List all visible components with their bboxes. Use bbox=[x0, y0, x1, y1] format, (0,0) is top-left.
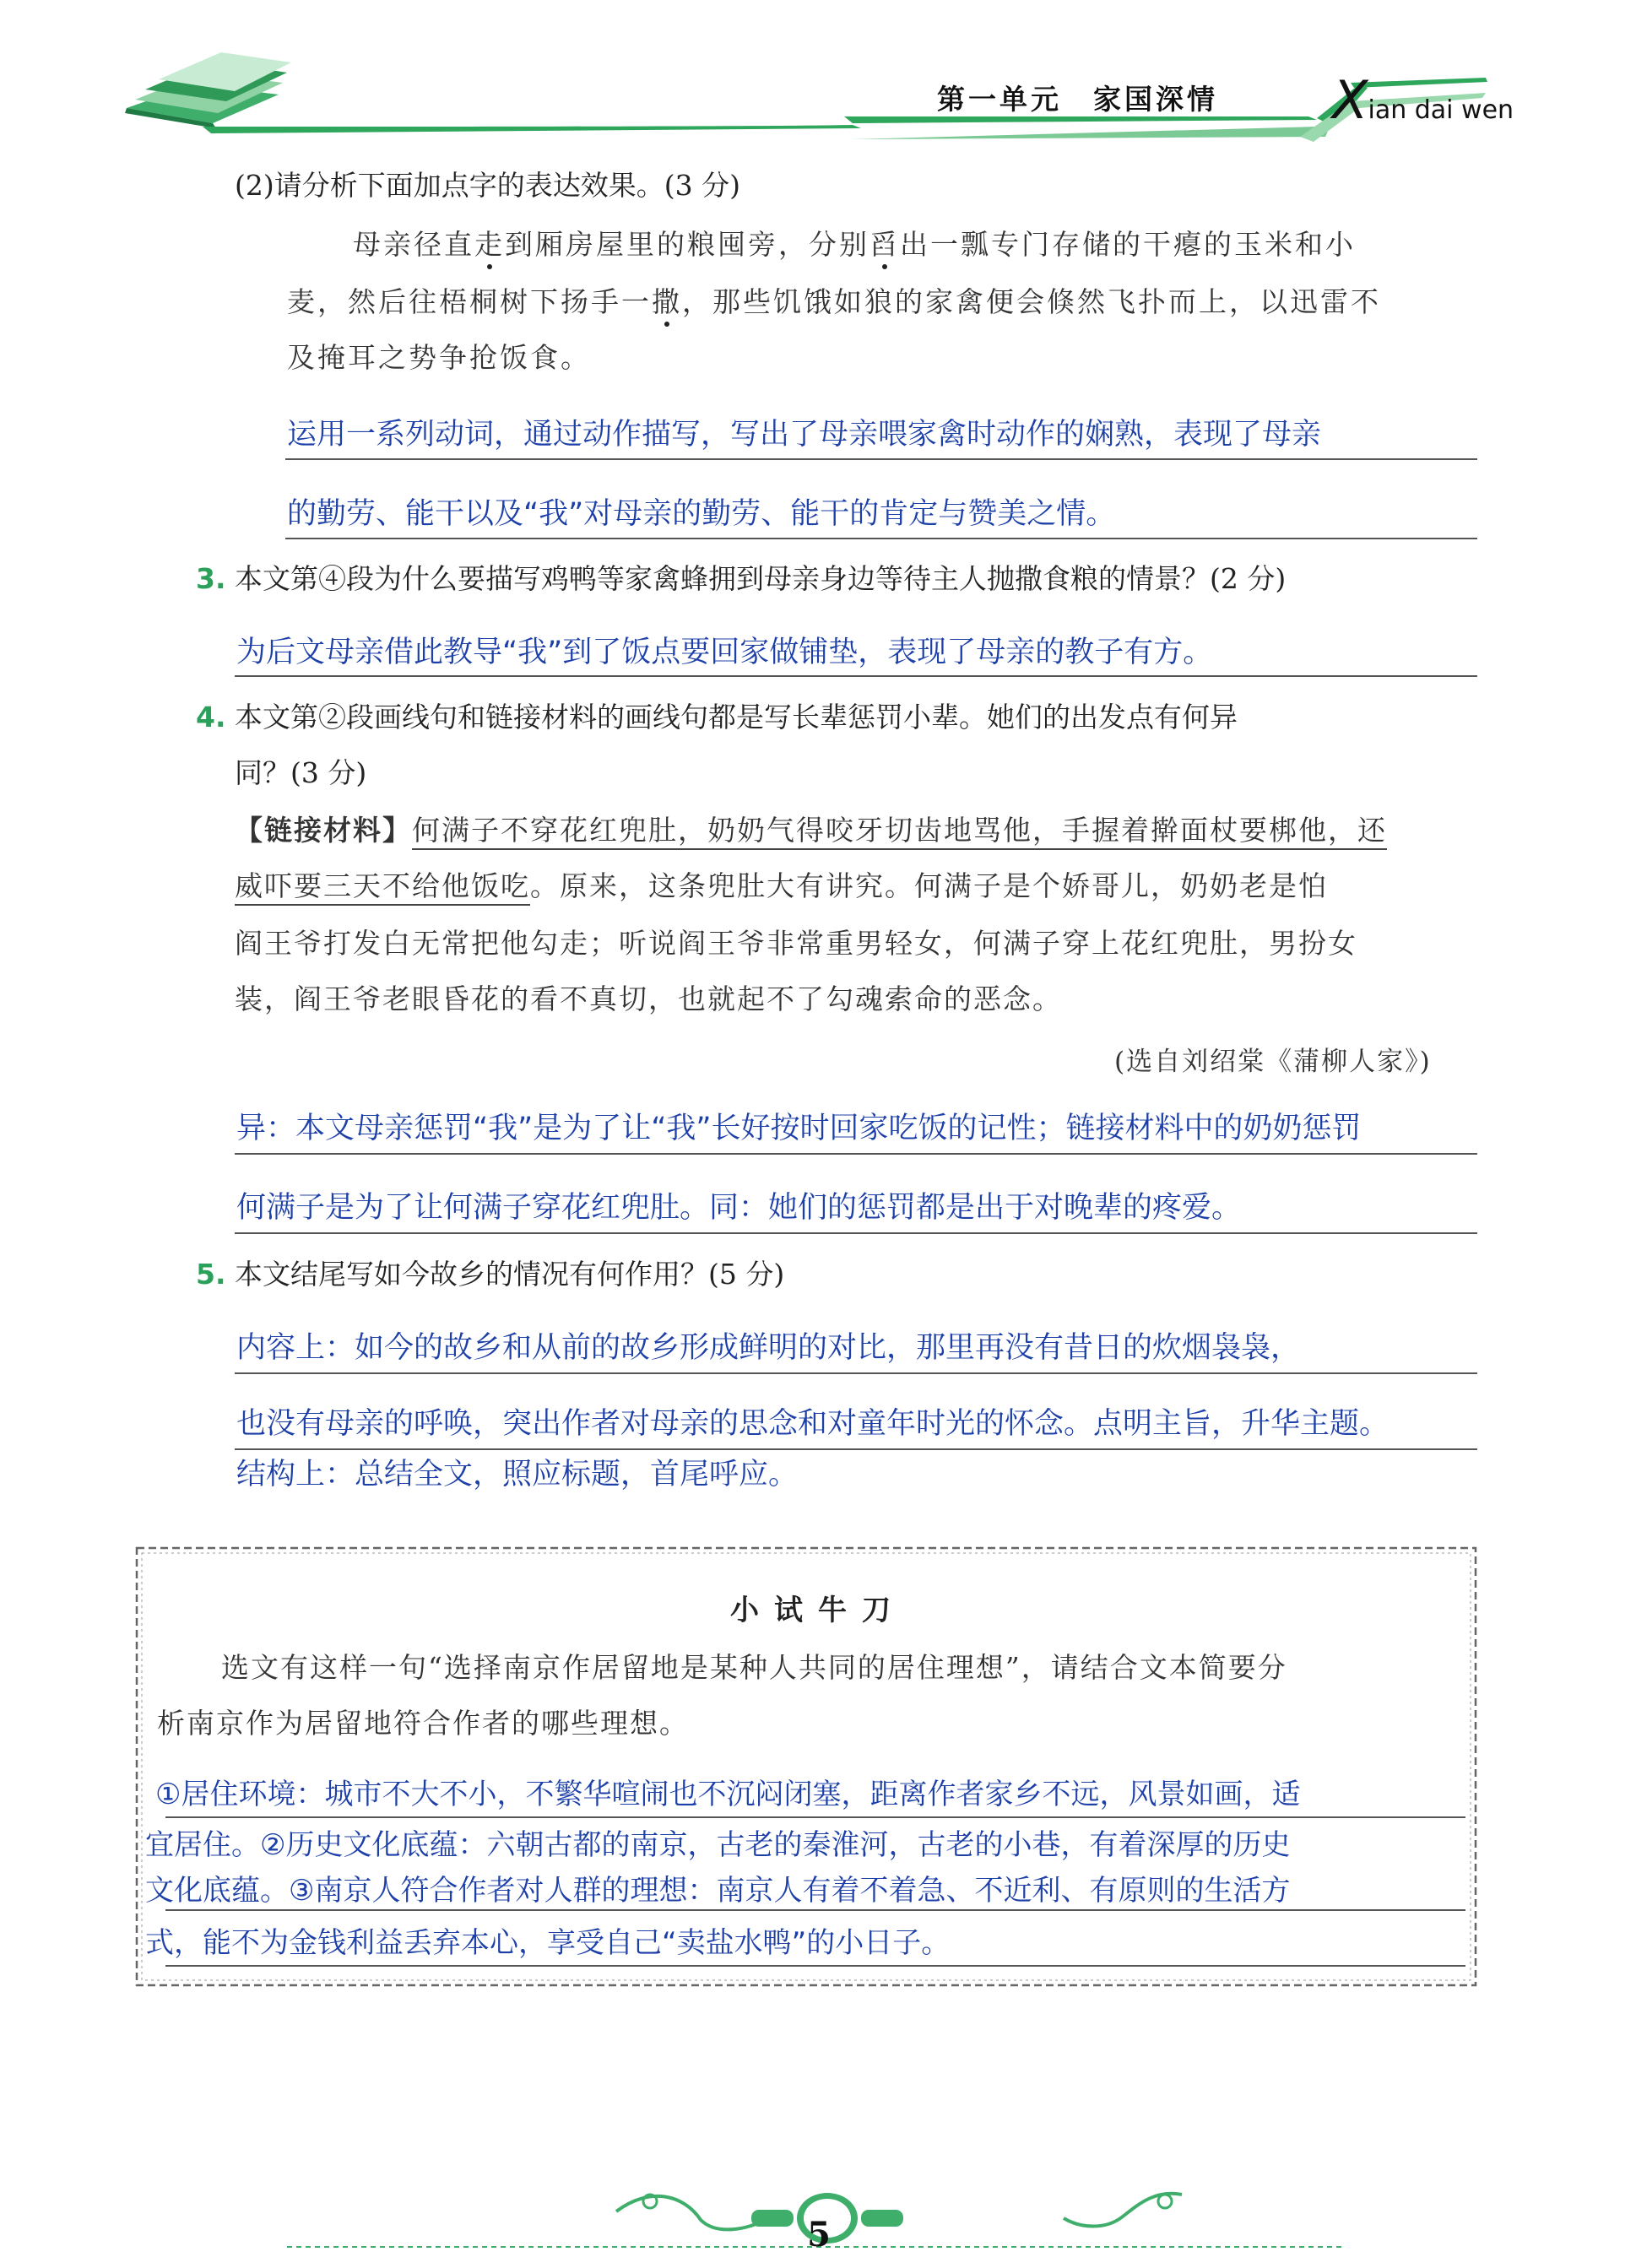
q3-prompt-text: 本文第④段为什么要描写鸡鸭等家禽蜂拥到母亲身边等待主人抛撒食粮的情景？(2 分) bbox=[235, 562, 1287, 595]
q5-prompt-text: 本文结尾写如今故乡的情况有何作用？(5 分) bbox=[235, 1258, 785, 1291]
q5-answer-line-1: 内容上：如今的故乡和从前的故乡形成鲜明的对比，那里再没有昔日的炊烟袅袅， bbox=[236, 1331, 1301, 1365]
material-label: 【链接材料】 bbox=[235, 814, 412, 847]
q5-number: 5. bbox=[196, 1258, 226, 1291]
q4-prompt-line-2: 同？(3 分) bbox=[235, 756, 367, 789]
answer-rule bbox=[285, 458, 1477, 460]
page-number: 5 bbox=[807, 2215, 831, 2254]
answer-rule bbox=[235, 675, 1477, 677]
q5-answer-line-3: 结构上：总结全文，照应标题，首尾呼应。 bbox=[236, 1458, 799, 1491]
answer-rule bbox=[285, 538, 1477, 539]
q2-passage-line-3: 及掩耳之势争抢饭食。 bbox=[287, 341, 591, 374]
q4-number: 4. bbox=[196, 701, 226, 733]
q5-prompt bbox=[196, 1258, 784, 1291]
q2-sub-prompt: (2)请分析下面加点字的表达效果。(3 分) bbox=[235, 169, 740, 202]
q5-answer-line-2: 也没有母亲的呼唤，突出作者对母亲的思念和对童年时光的怀念。点明主旨，升华主题。 bbox=[236, 1407, 1390, 1441]
practice-answer-line-3: 文化底蕴。③南京人符合作者对人群的理想：南京人有着不着急、不近利、有原则的生活方 bbox=[145, 1874, 1291, 1908]
answer-rule bbox=[165, 1909, 1465, 1911]
practice-answer-line-2: 宜居住。②历史文化底蕴：六朝古都的南京，古老的秦淮河，古老的小巷，有着深厚的历史 bbox=[145, 1828, 1291, 1862]
material-underlined-2: 威吓要三天不给他饭吃 bbox=[235, 869, 530, 906]
practice-title: 小试牛刀 bbox=[730, 1594, 906, 1627]
q4-prompt-line-1 bbox=[196, 701, 1238, 734]
material-line-2-rest: 。原来，这条兜肚大有讲究。何满子是个娇哥儿，奶奶老是怕 bbox=[530, 869, 1328, 902]
q4-material-line-2 bbox=[235, 869, 1328, 903]
q4-material-line-4: 装，阎王爷老眼昏花的看不真切，也就起不了勾魂索命的恶念。 bbox=[235, 982, 1062, 1015]
answer-rule bbox=[235, 1372, 1477, 1374]
answer-rule bbox=[165, 1965, 1465, 1967]
practice-question-line-2: 析南京作为居留地符合作者的哪些理想。 bbox=[157, 1707, 689, 1740]
q4-prompt-text: 本文第②段画线句和链接材料的画线句都是写长辈惩罚小辈。她们的出发点有何异 bbox=[235, 701, 1238, 733]
q2-answer-line-2: 的勤劳、能干以及“我”对母亲的勤劳、能干的肯定与赞美之情。 bbox=[287, 497, 1116, 531]
q4-answer-line-2: 何满子是为了让何满子穿花红兜肚。同：她们的惩罚都是出于对晚辈的疼爱。 bbox=[236, 1191, 1242, 1225]
q4-material-line-3: 阎王爷打发白无常把他勾走；听说阎王爷非常重男轻女，何满子穿上花红兜肚，男扮女 bbox=[235, 927, 1357, 960]
practice-answer-line-1: ①居住环境：城市不大不小，不繁华喧闹也不沉闷闭塞，距离作者家乡不远，风景如画，适 bbox=[155, 1778, 1301, 1811]
material-underlined-1: 何满子不穿花红兜肚，奶奶气得咬牙切齿地骂他，手握着擀面杖要梆他，还 bbox=[412, 814, 1387, 850]
answer-rule bbox=[235, 1448, 1477, 1450]
q3-prompt bbox=[196, 562, 1286, 596]
q4-material-line-1 bbox=[235, 814, 1387, 847]
q2-passage-line-1: 母亲径直走到厢房屋里的粮囤旁，分别舀出一瓢专门存储的干瘪的玉米和小 bbox=[353, 228, 1356, 261]
unit-title: 第一单元 家国深情 bbox=[937, 83, 1218, 116]
answer-rule bbox=[165, 1816, 1465, 1818]
subject-logo bbox=[1332, 69, 1514, 131]
subject-logo-rest: ian dai wen bbox=[1368, 95, 1514, 125]
answer-rule bbox=[235, 1232, 1477, 1234]
q2-passage-line-2: 麦，然后往梧桐树下扬手一撒，那些饥饿如狼的家禽便会倏然飞扑而上，以迅雷不 bbox=[287, 285, 1381, 318]
q3-number: 3. bbox=[196, 562, 226, 595]
q3-answer-line-1: 为后文母亲借此教导“我”到了饭点要回家做铺垫，表现了母亲的教子有方。 bbox=[236, 636, 1213, 669]
answer-rule bbox=[235, 1153, 1477, 1155]
practice-answer-line-4: 式，能不为金钱利益丢弃本心，享受自己“卖盐水鸭”的小日子。 bbox=[145, 1926, 951, 1960]
practice-question-line-1: 选文有这样一句“选择南京作居留地是某种人共同的居住理想”，请结合文本简要分 bbox=[221, 1651, 1287, 1684]
q2-answer-line-1: 运用一系列动词，通过动作描写，写出了母亲喂家禽时动作的娴熟，表现了母亲 bbox=[287, 418, 1322, 452]
subject-logo-initial: X bbox=[1332, 69, 1368, 131]
book-stack-icon bbox=[125, 52, 291, 128]
q4-answer-line-1: 异：本文母亲惩罚“我”是为了让“我”长好按时回家吃饭的记性；链接材料中的奶奶惩罚 bbox=[236, 1112, 1362, 1145]
q4-source: (选自刘绍棠《蒲柳人家》) bbox=[1114, 1047, 1432, 1077]
